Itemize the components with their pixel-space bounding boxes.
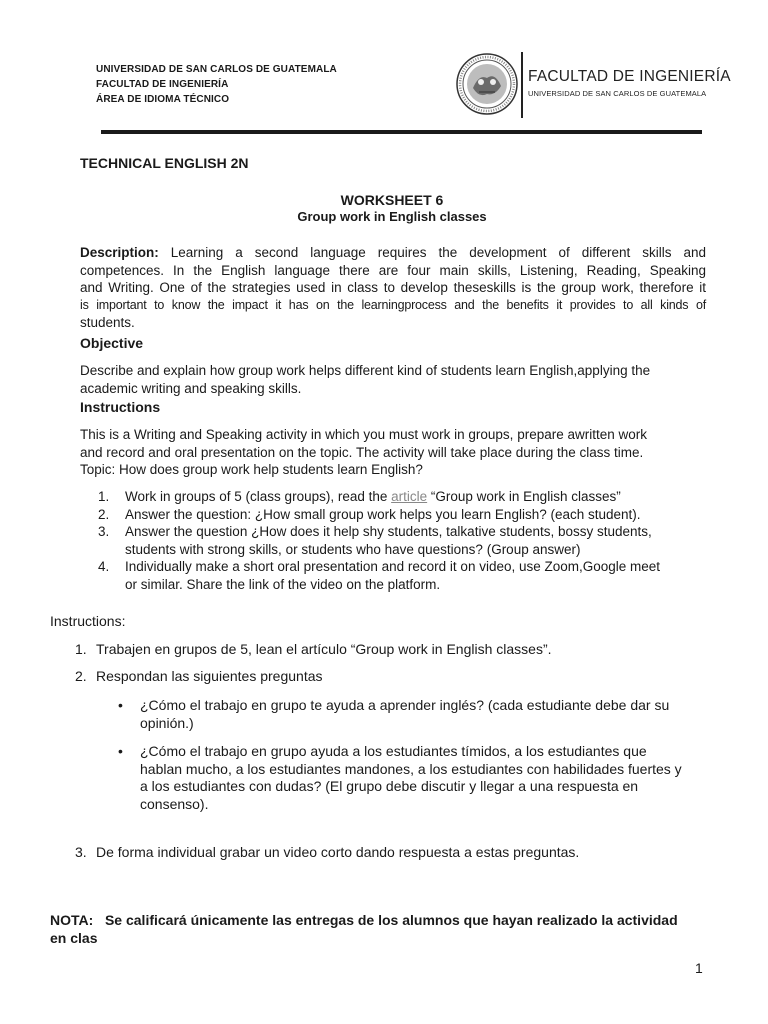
description-line: Description: Learning a second language requires the development of different skills and: [80, 245, 706, 260]
spanish-item-2: 2. Respondan las siguientes preguntas: [75, 668, 323, 684]
institution-header: [96, 62, 337, 107]
university-name: UNIVERSIDAD DE SAN CARLOS DE GUATEMALA: [96, 64, 337, 75]
bullet-icon: •: [118, 743, 123, 759]
instructions-list: [98, 488, 734, 594]
logo-title: FACULTAD DE INGENIERÍA: [528, 68, 731, 85]
objective-paragraph: [80, 362, 706, 397]
description-line: competences. In the English language there are four main skills, Listening, Reading, Speaking: [80, 262, 706, 278]
description-line: is important to know the impact it has on the learningprocess and the benefits it provides to all kinds of: [80, 297, 706, 312]
course-title: TECHNICAL ENGLISH 2N: [80, 155, 249, 171]
worksheet-subtitle: Group work in English classes: [297, 209, 487, 224]
objective-line: academic writing and speaking skills.: [80, 380, 302, 396]
instructions-line: and record and oral presentation on the topic. The activity will take place during the class time.: [80, 444, 644, 460]
nota-paragraph: NOTA: Se calificará únicamente las entregas de los alumnos que hayan realizado la actividad en clas: [50, 912, 678, 946]
bullet-icon: •: [118, 697, 123, 713]
area-name: ÁREA DE IDIOMA TÉCNICO: [96, 94, 230, 105]
bullet-item: • ¿Cómo el trabajo en grupo ayuda a los estudiantes tímidos, a los estudiantes que hablan mucho, a los estudiantes mandones, a los estudiantes con habilidades fuertes y a los estudiantes con dudas? (El grupo debe discutir y llegar a una respuesta en consenso).: [118, 743, 682, 812]
logo-divider: [521, 52, 523, 118]
description-label: Description:: [80, 245, 159, 260]
header-rule: [101, 130, 702, 134]
nota-label: NOTA:: [50, 912, 94, 928]
list-item: 4. Individually make a short oral presentation and record it on video, use Zoom,Google meet or similar. Share the link of the video on the platform.: [98, 559, 661, 592]
instructions-line: Topic: How does group work help students learn English?: [80, 462, 423, 478]
spanish-instructions-heading: Instructions:: [50, 613, 126, 629]
worksheet-title: WORKSHEET 6: [340, 192, 444, 208]
university-seal-icon: [455, 52, 519, 116]
instructions-line: This is a Writing and Speaking activity in which you must work in groups, prepare awritten work: [80, 427, 647, 442]
objective-line: Describe and explain how group work helps different kind of students learn English,applying the: [80, 363, 651, 378]
instructions-heading: Instructions: [80, 399, 161, 415]
list-item: 2. Answer the question: ¿How small group work helps you learn English? (each student).: [98, 506, 641, 522]
logo-subtitle: UNIVERSIDAD DE SAN CARLOS DE GUATEMALA: [528, 89, 707, 98]
description-line: students.: [80, 315, 135, 331]
article-link[interactable]: article: [391, 489, 428, 504]
bullet-item: • ¿Cómo el trabajo en grupo te ayuda a aprender inglés? (cada estudiante debe dar su opinión.): [118, 697, 670, 731]
faculty-name: FACULTAD DE INGENIERÍA: [96, 79, 229, 90]
spanish-item-3: 3. De forma individual grabar un video corto dando respuesta a estas preguntas.: [75, 844, 580, 860]
list-item: 1. Work in groups of 5 (class groups), read the article “Group work in English classes”: [98, 489, 621, 504]
list-item: 3. Answer the question ¿How does it help shy students, talkative students, bossy students, students with strong skills, or students who have questions? (Group answer): [98, 524, 652, 557]
instructions-paragraph: [80, 426, 706, 479]
description-line: and Writing. One of the strategies used in class to develop theseskills is the group work, therefore it: [80, 280, 706, 296]
page-number: 1: [695, 960, 703, 976]
description-paragraph: [80, 244, 706, 332]
objective-heading: Objective: [80, 335, 144, 351]
spanish-item-1: 1. Trabajen en grupos de 5, lean el artículo “Group work in English classes”.: [75, 641, 552, 657]
